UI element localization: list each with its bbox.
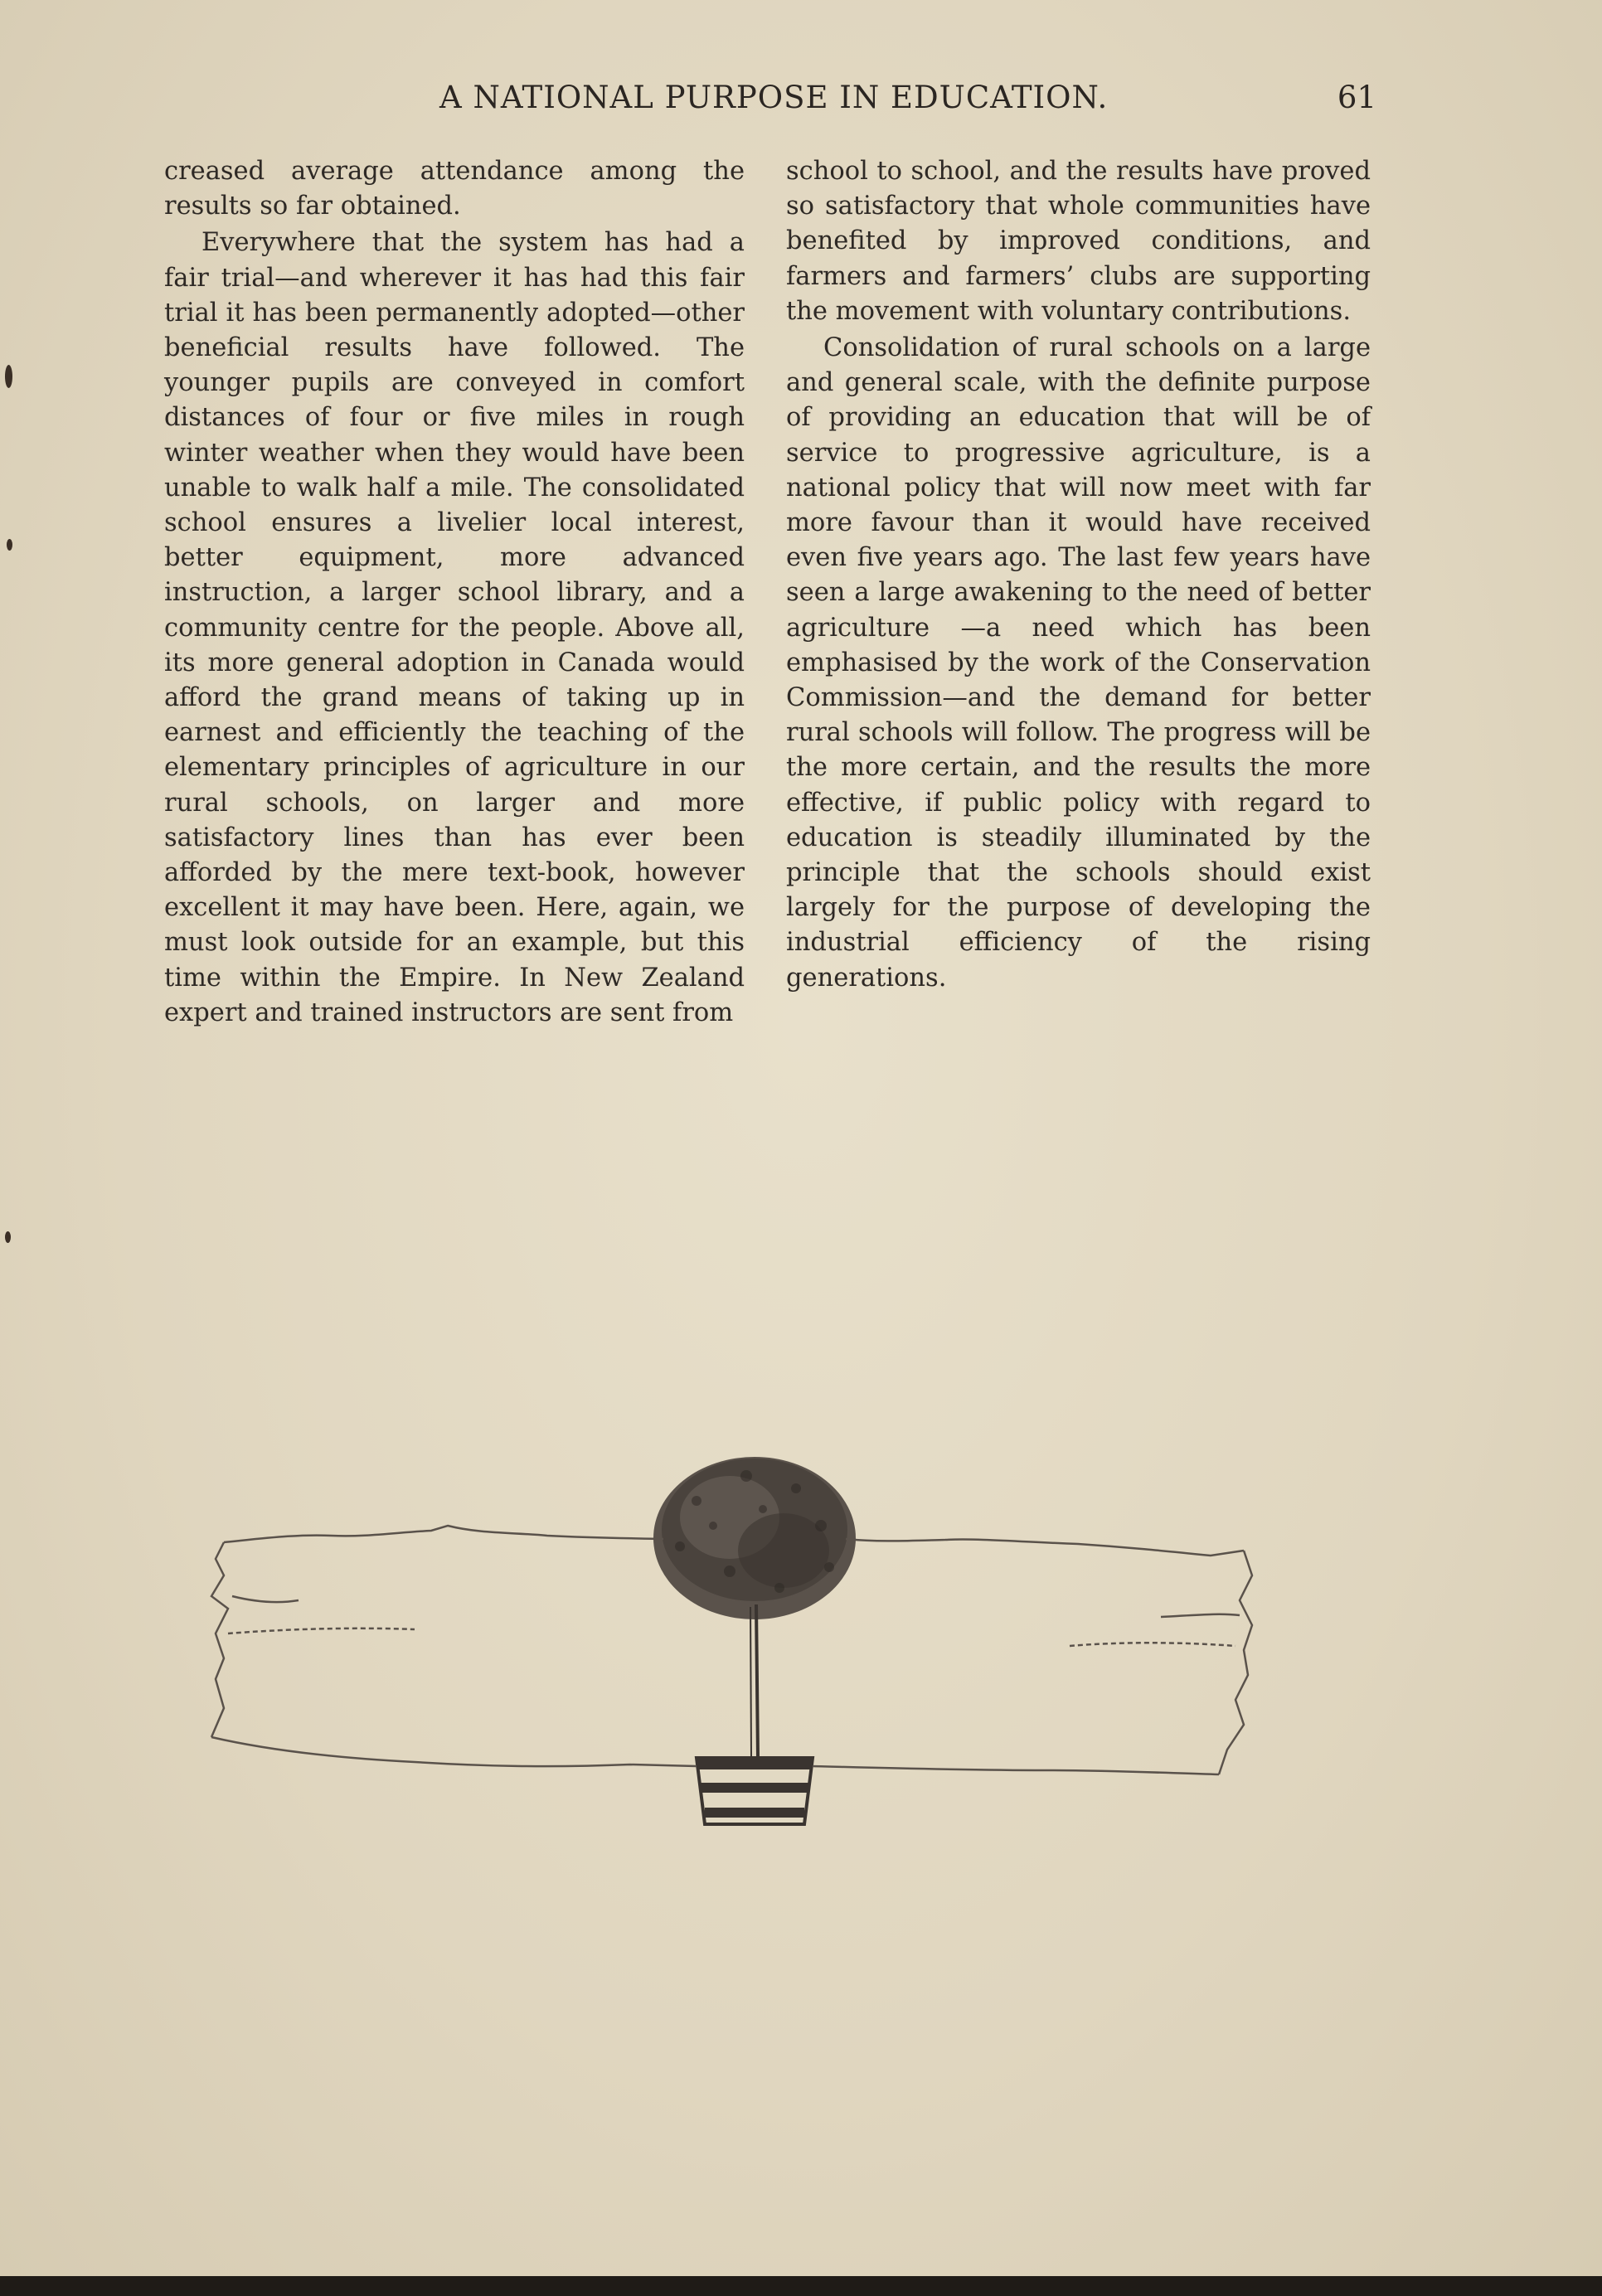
running-title: A NATIONAL PURPOSE IN EDUCATION. <box>439 80 1109 115</box>
margin-ink-mark <box>7 539 12 551</box>
tree-pot <box>697 1758 813 1824</box>
left-paragraph-2: Everywhere that the system has had a fair trial—and wherever it has had this fair trial it has been permanently adopted—other beneficial results have followed. The younger pupils are conveyed in comfort distances of four or five miles in rough winter weather when they would have been unable to walk half a mile. The consolidated school ensures a livelier local interest, better equipment, more advanced instruction, a larger school library, and a community centre for the people. Above all, its more general adoption in Canada would afford the grand means of taking up in earnest and efficiently the teaching of the elementary principles of agriculture in our rural schools, on larger and more satisfactory lines than has ever been afforded by the mere text-book, however excellent it may have been. Here, again, we must look outside for an example, but this time within the Empire. In New Zealand expert and trained instructors are sent from <box>164 228 745 1027</box>
left-paragraph-1: creased average attendance among the results so far obtained. <box>164 157 745 221</box>
margin-ink-mark <box>5 1231 11 1243</box>
tree-trunk <box>756 1604 758 1758</box>
page-number: 61 <box>1337 80 1376 115</box>
running-head <box>166 80 1376 129</box>
right-paragraph-2: Consolidation of rural schools on a large and general scale, with the definite purpose of providing an education that will be of service to progressive agriculture, is a national policy that will now meet with far more favour than it would have received even five years ago. The last few years have seen a large awakening to the need of better agriculture —a need which has been emphasised by the work of the Conservation Commission—and the demand for better rural schools will follow. The progress will be the more certain, and the results the more effective, if public policy with regard to education is steadily illuminated by the principle that the schools should exist largely for the purpose of developing the industrial efficiency of the rising generations. <box>786 333 1371 993</box>
page-bottom-edge <box>0 2276 1602 2296</box>
potted-tree-illustration <box>166 1393 1360 1857</box>
right-column <box>786 154 1371 996</box>
margin-ink-mark <box>5 365 12 388</box>
right-paragraph-1: school to school, and the results have proved so satisfactory that whole communities have benefited by improved conditions, and farmers and farmers’ clubs are supporting the movement with voluntary contributions. <box>786 157 1371 326</box>
tree-foliage <box>653 1457 856 1619</box>
left-column <box>164 154 745 1031</box>
